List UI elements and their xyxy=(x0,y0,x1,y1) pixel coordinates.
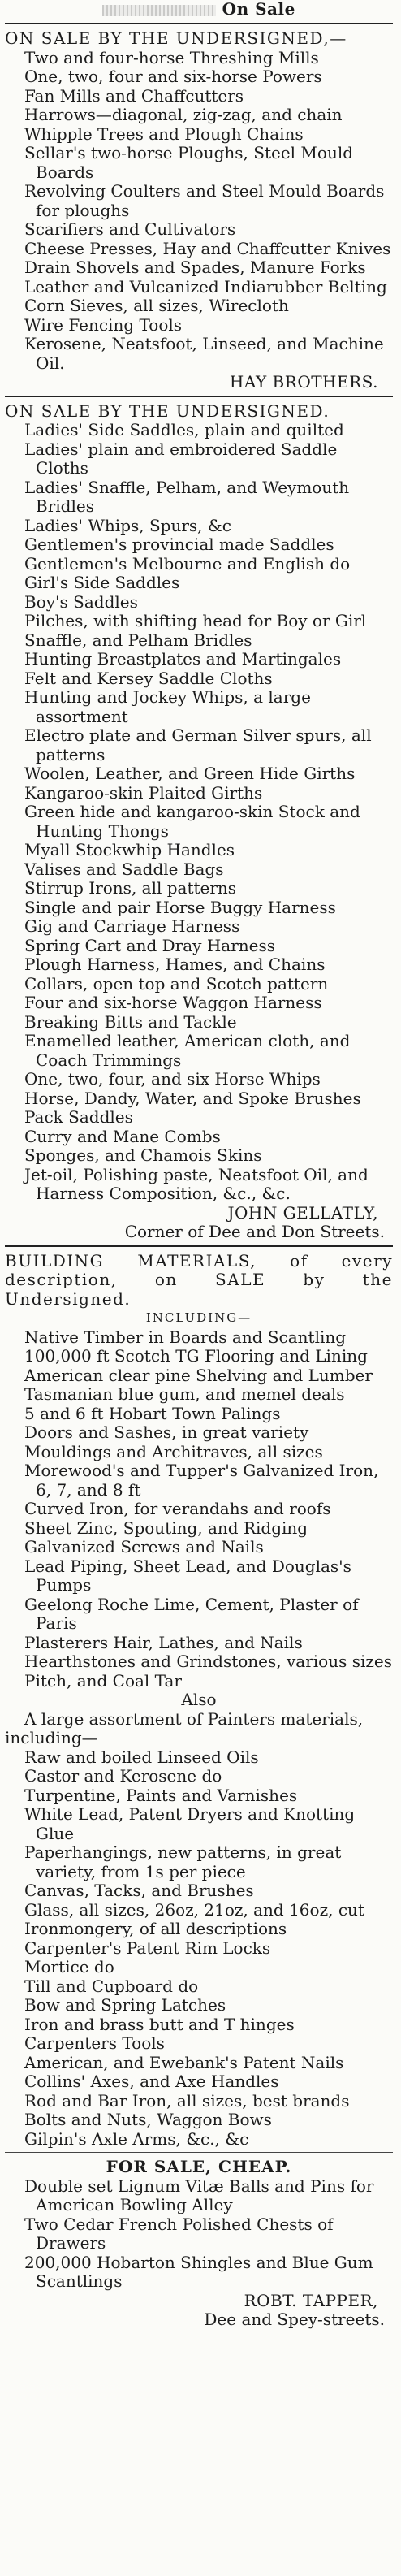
list-item: Corn Sieves, all sizes, Wirecloth xyxy=(24,296,289,315)
rule-1 xyxy=(5,23,393,24)
list-item: Leather and Vulcanized Indiarubber Belting xyxy=(24,276,387,297)
list-item: Pack Saddles xyxy=(24,1107,133,1127)
list-item: Paperhangings, new patterns, in great variety, from 1s per piece xyxy=(24,1842,342,1881)
list-item: Curved Iron, for verandahs and roofs xyxy=(24,1499,331,1518)
ad1-heading: ON SALE BY THE UNDERSIGNED,— xyxy=(5,28,347,48)
list-item: One, two, four, and six Horse Whips xyxy=(24,1069,321,1089)
list-item: Plough Harness, Hames, and Chains xyxy=(24,955,326,974)
list-item: Felt and Kersey Saddle Cloths xyxy=(24,668,273,688)
list-item: Electro plate and German Silver spurs, all patterns xyxy=(24,725,372,764)
list-item: Valises and Saddle Bags xyxy=(24,859,224,879)
list-item: Doors and Sashes, in great variety xyxy=(24,1422,309,1442)
banner-text: On Sale xyxy=(222,0,295,19)
list-item: American, and Ewebank's Patent Nails xyxy=(24,2052,344,2072)
list-item: Turpentine, Paints and Varnishes xyxy=(24,1785,298,1805)
list-item: Kangaroo-skin Plaited Girths xyxy=(24,782,263,803)
list-item: Two Cedar French Polished Chests of Drawers xyxy=(24,2214,334,2253)
list-item: Whipple Trees and Plough Chains xyxy=(24,123,304,144)
list-item: Girl's Side Saddles xyxy=(24,573,180,592)
list-item: Enamelled leather, American cloth, and Coach Trimmings xyxy=(24,1031,351,1070)
list-item: White Lead, Patent Dryers and Knotting Glue xyxy=(24,1804,356,1843)
list-item: Geelong Roche Lime, Cement, Plaster of Paris xyxy=(24,1594,359,1633)
list-item: Rod and Bar Iron, all sizes, best brands xyxy=(24,2090,350,2111)
ad3-signature: ROBT. TAPPER, xyxy=(244,2290,378,2310)
list-item: Raw and boiled Linseed Oils xyxy=(24,1747,259,1767)
list-item: Lead Piping, Sheet Lead, and Douglas's Pumps xyxy=(24,1556,351,1595)
list-item: Ladies' Snaffle, Pelham, and Weymouth Bridles xyxy=(24,477,350,516)
list-item: Hearthstones and Grindstones, various sizes xyxy=(24,1652,392,1671)
list-item: 200,000 Hobarton Shingles and Blue Gum Scantlings xyxy=(24,2252,373,2291)
list-item: Green hide and kangaroo-skin Stock and Hunting Thongs xyxy=(24,802,360,841)
list-item: Pitch, and Coal Tar xyxy=(24,1670,182,1691)
list-item: Ladies' Side Saddles, plain and quilted xyxy=(24,420,344,439)
list-item: Sponges, and Chamois Skins xyxy=(24,1145,262,1165)
list-item: Horse, Dandy, Water, and Spoke Brushes xyxy=(24,1088,361,1108)
banner-smudge xyxy=(102,5,216,16)
list-item: Sheet Zinc, Spouting, and Ridging xyxy=(24,1517,308,1538)
ad1-items xyxy=(5,49,393,374)
list-item: Double set Lignum Vitæ Balls and Pins for American Bowling Alley xyxy=(24,2176,374,2214)
list-item: Galvanized Screws and Nails xyxy=(24,1537,264,1556)
list-item: Iron and brass butt and T hinges xyxy=(24,2014,295,2034)
ad1-signature: HAY BROTHERS. xyxy=(229,372,378,392)
rule-2 xyxy=(5,396,393,397)
list-item: Collars, open top and Scotch pattern xyxy=(24,973,329,994)
list-item: Castor and Kerosene do xyxy=(24,1766,222,1786)
list-item: Plasterers Hair, Lathes, and Nails xyxy=(24,1632,303,1652)
list-item: Fan Mills and Chaffcutters xyxy=(24,85,244,106)
ad2-items xyxy=(5,421,393,1204)
ad3-sale-heading: FOR SALE, CHEAP. xyxy=(106,2157,292,2176)
list-item: Morewood's and Tupper's Galvanized Iron, 6, 7, and 8 ft xyxy=(24,1461,379,1500)
list-item: Jet-oil, Polishing paste, Neatsfoot Oil, and Harness Composition, &c., &c. xyxy=(24,1164,369,1203)
list-item: Revolving Coulters and Steel Mould Boards for ploughs xyxy=(24,181,385,220)
ad3-items xyxy=(5,1328,393,1691)
list-item: Sellar's two-horse Ploughs, Steel Mould Boards xyxy=(24,143,354,182)
list-item: Stirrup Irons, all patterns xyxy=(24,878,237,898)
list-item: Canvas, Tacks, and Brushes xyxy=(24,1881,254,1900)
list-item: Snaffle, and Pelham Bridles xyxy=(24,630,252,650)
list-item: Kerosene, Neatsfoot, Linseed, and Machine Oil. xyxy=(24,334,384,373)
ad3-items-painters xyxy=(5,1748,393,2150)
list-item: Tasmanian blue gum, and memel deals xyxy=(24,1384,345,1404)
list-item: Gentlemen's Melbourne and English do xyxy=(24,553,351,574)
list-item: Two and four-horse Threshing Mills xyxy=(24,47,319,67)
list-item: Carpenter's Patent Rim Locks xyxy=(24,1937,271,1958)
ad3-including: INCLUDING— xyxy=(145,1310,252,1325)
list-item: Ladies' Whips, Spurs, &c xyxy=(24,515,231,535)
list-item: Ironmongery, of all descriptions xyxy=(24,1919,287,1938)
list-item: Gentlemen's provincial made Saddles xyxy=(24,535,334,554)
list-item: Harrows—diagonal, zig-zag, and chain xyxy=(24,105,343,124)
ad2-heading: ON SALE BY THE UNDERSIGNED. xyxy=(5,400,330,421)
list-item: Myall Stockwhip Handles xyxy=(24,840,235,859)
list-item: Hunting and Jockey Whips, a large assortment xyxy=(24,687,311,726)
list-item: Single and pair Horse Buggy Harness xyxy=(24,897,336,917)
list-item: Ladies' plain and embroidered Saddle Cloths xyxy=(24,439,338,478)
list-item: Breaking Bitts and Tackle xyxy=(24,1011,237,1032)
ad-robt-tapper xyxy=(5,1252,393,2330)
ad3-items-sale xyxy=(5,2177,393,2292)
list-item: Mortice do xyxy=(24,1957,114,1976)
list-item: Till and Cupboard do xyxy=(24,1976,199,1996)
list-item: Collins' Axes, and Axe Handles xyxy=(24,2072,279,2091)
list-item: Glass, all sizes, 26oz, 21oz, and 16oz, cut xyxy=(24,1899,364,1920)
list-item: Woolen, Leather, and Green Hide Girths xyxy=(24,764,356,783)
rule-3 xyxy=(5,1245,393,1247)
list-item: American clear pine Shelving and Lumber xyxy=(24,1365,373,1385)
list-item: Wire Fencing Tools xyxy=(24,314,183,335)
list-item: Native Timber in Boards and Scantling xyxy=(24,1327,347,1347)
ad-hay-brothers xyxy=(5,29,393,392)
list-item: Spring Cart and Dray Harness xyxy=(24,935,275,955)
list-item: Gig and Carriage Harness xyxy=(24,916,240,936)
list-item: Gilpin's Axle Arms, &c., &c xyxy=(24,2128,249,2149)
list-item: Drain Shovels and Spades, Manure Forks xyxy=(24,258,366,277)
ad-john-gellatly xyxy=(5,402,393,1242)
rule-4 xyxy=(5,2152,393,2153)
ad3-also: Also xyxy=(181,1690,217,1709)
list-item: Bolts and Nuts, Waggon Bows xyxy=(24,2110,272,2129)
list-item: Scarifiers and Cultivators xyxy=(24,219,236,239)
ad2-signature: JOHN GELLATLY, xyxy=(227,1202,378,1223)
list-item: 100,000 ft Scotch TG Flooring and Lining xyxy=(24,1346,368,1366)
list-item: Hunting Breastplates and Martingales xyxy=(24,649,342,669)
list-item: Mouldings and Architraves, all sizes xyxy=(24,1441,323,1461)
ad3-heading: BUILDING MATERIALS, of every description, on SALE by the Undersigned. xyxy=(5,1250,393,1309)
ad3-address: Dee and Spey-streets. xyxy=(204,2310,385,2329)
ad2-address: Corner of Dee and Don Streets. xyxy=(124,1222,385,1241)
list-item: Bow and Spring Latches xyxy=(24,1995,226,2015)
list-item: Cheese Presses, Hay and Chaffcutter Knives xyxy=(24,238,391,258)
list-item: One, two, four and six-horse Powers xyxy=(24,67,322,86)
list-item: Curry and Mane Combs xyxy=(24,1126,221,1146)
list-item: 5 and 6 ft Hobart Town Palings xyxy=(24,1403,281,1423)
list-item: Boy's Saddles xyxy=(24,591,138,612)
list-item: Pilches, with shifting head for Boy or Girl xyxy=(24,611,367,630)
top-banner xyxy=(5,0,393,19)
ad3-painters: A large assortment of Painters materials, including— xyxy=(5,1708,364,1747)
list-item: Four and six-horse Waggon Harness xyxy=(24,993,322,1012)
list-item: Carpenters Tools xyxy=(24,2033,165,2053)
